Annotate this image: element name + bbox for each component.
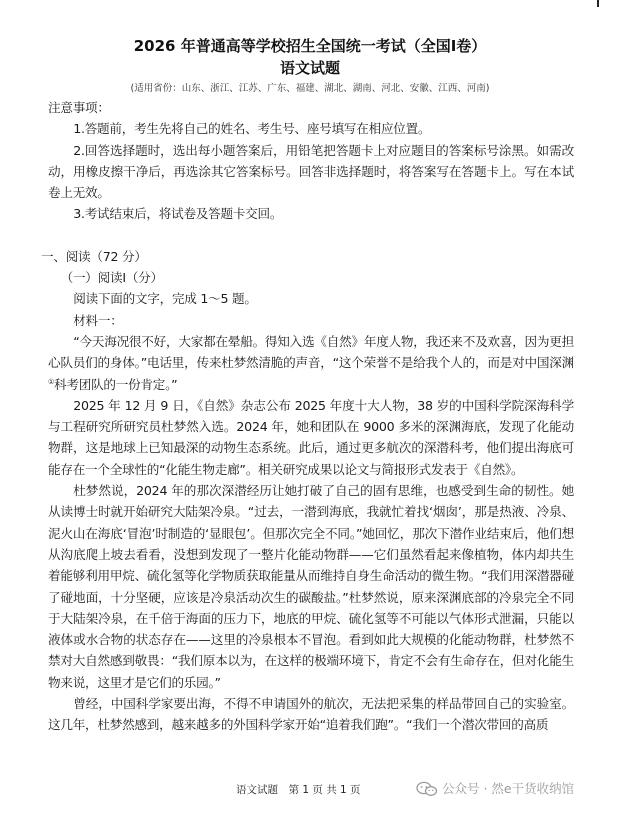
paragraph-text: “今天海况很不好，大家都在晕船。得知入选《自然》年度人物，我还来不及欢喜，因为更担心队员们的身体。”电话里，传来杜梦然清脆的声音，“这个荣誉不是给我个人的，而是对中国深渊: [48, 333, 574, 371]
footnote-marker: ①: [48, 377, 55, 386]
notice-heading: 注意事项：: [48, 100, 110, 115]
notice-item-2: 2.回答选择题时，选出每小题答案后，用铅笔把答题卡上对应题目的答案标号涂黑。如需改动，用橡皮擦干净后，再选涂其它答案标号。回答非选择题时，将答案写在答题卡上。写在本试卷上无效。: [48, 142, 574, 201]
subject-title: 语文试题: [279, 59, 340, 77]
passage-paragraph: [48, 331, 574, 395]
reading-instruction: 阅读下面的文字，完成 1～5 题。: [73, 291, 257, 307]
section-subheading: （一）阅读Ⅰ（分）: [60, 270, 163, 286]
section-heading: 一、阅读（72 分）: [41, 248, 147, 264]
notice-item-3: 3.考试结束后，将试卷及答题卡交回。: [73, 206, 283, 222]
applicable-provinces: (适用省份：山东、浙江、江苏、广东、福建、湖北、湖南、河北、安徽、江西、河南): [130, 83, 490, 94]
page-footer: 语文试题 第 1 页 共 1 页: [236, 784, 361, 796]
notice-item-1: 1.答题前，考生先将自己的姓名、考生号、座号填写在相应位置。: [73, 121, 431, 137]
passage-paragraph: 杜梦然说，2024 年的那次深潜经历让她打破了自己的固有思维，也感受到生命的韧性。她从读博士时就开始研究大陆架冷泉。“过去，一潜到海底，我就忙着找‘烟囱’，那是热液、冷泉、泥火山在海底‘冒泡’时制造的‘显眼包’。但那次完全不同。”她回忆，那次下潜作业结束后，他们想从沟底爬上坡去看看，没想到发现了一整片化能动物群——它们虽然看起来像植物，体内却共生着能够利用甲烷、硫化氢等化学物质获取能量从而维持自身生命活动的微生物。“我们用深潜器碰了碰地面，十分坚硬，应该是冷泉活动次生的碳酸盐。”杜梦然说，原来深渊底部的冷泉完全不同于大陆架冷泉，在千倍于海面的压力下，地底的甲烷、硫化氢等不可能以气体形式泄漏，只能以液体或水合物的状态存在——这里的冷泉根本不冒泡。看到如此大规模的化能动物群，杜梦然不禁对大自然感到敬畏：“我们原本以为，在这样的极端环境下，肯定不会有生命存在，但对化能生物来说，这里才是它们的乐园。”: [48, 483, 574, 690]
exam-body: [41, 97, 574, 736]
exam-title: 2026 年普通高等学校招生全国统一考试（全国Ⅰ卷）: [133, 37, 487, 55]
page-corner-mark: [597, 0, 599, 7]
watermark: [416, 780, 574, 798]
material-label: 材料一：: [73, 312, 123, 328]
passage-paragraph: 曾经，中国科学家要出海，不得不申请国外的航次，无法把采集的样品带回自己的实验室。这几年，杜梦然感到，越来越多的外国科学家开始“追着我们跑”。“我们一个潜次带回的高质: [48, 696, 574, 733]
passage-paragraph: 2025 年 12 月 9 日，《自然》杂志公布 2025 年度十大人物，38 岁的中国科学院深海科学与工程研究所研究员杜梦然入选。2024 年，她和团队在 9000 多米的深渊海底，发现了化能动物群，这是地球上已知最深的动物生态系统。此后，通过更多航次的深潜科考，他们提出海底可能存在一个全球性的“化能生物走廊”。相关研究成果以论文与简报形式发表于《自然》。: [48, 397, 574, 477]
spacer: [48, 225, 574, 246]
paragraph-text: 科考团队的一份肯定。”: [54, 376, 178, 392]
watermark-text: 公众号 · 然e干货收纳馆: [442, 781, 575, 796]
wechat-icon: [416, 781, 438, 797]
